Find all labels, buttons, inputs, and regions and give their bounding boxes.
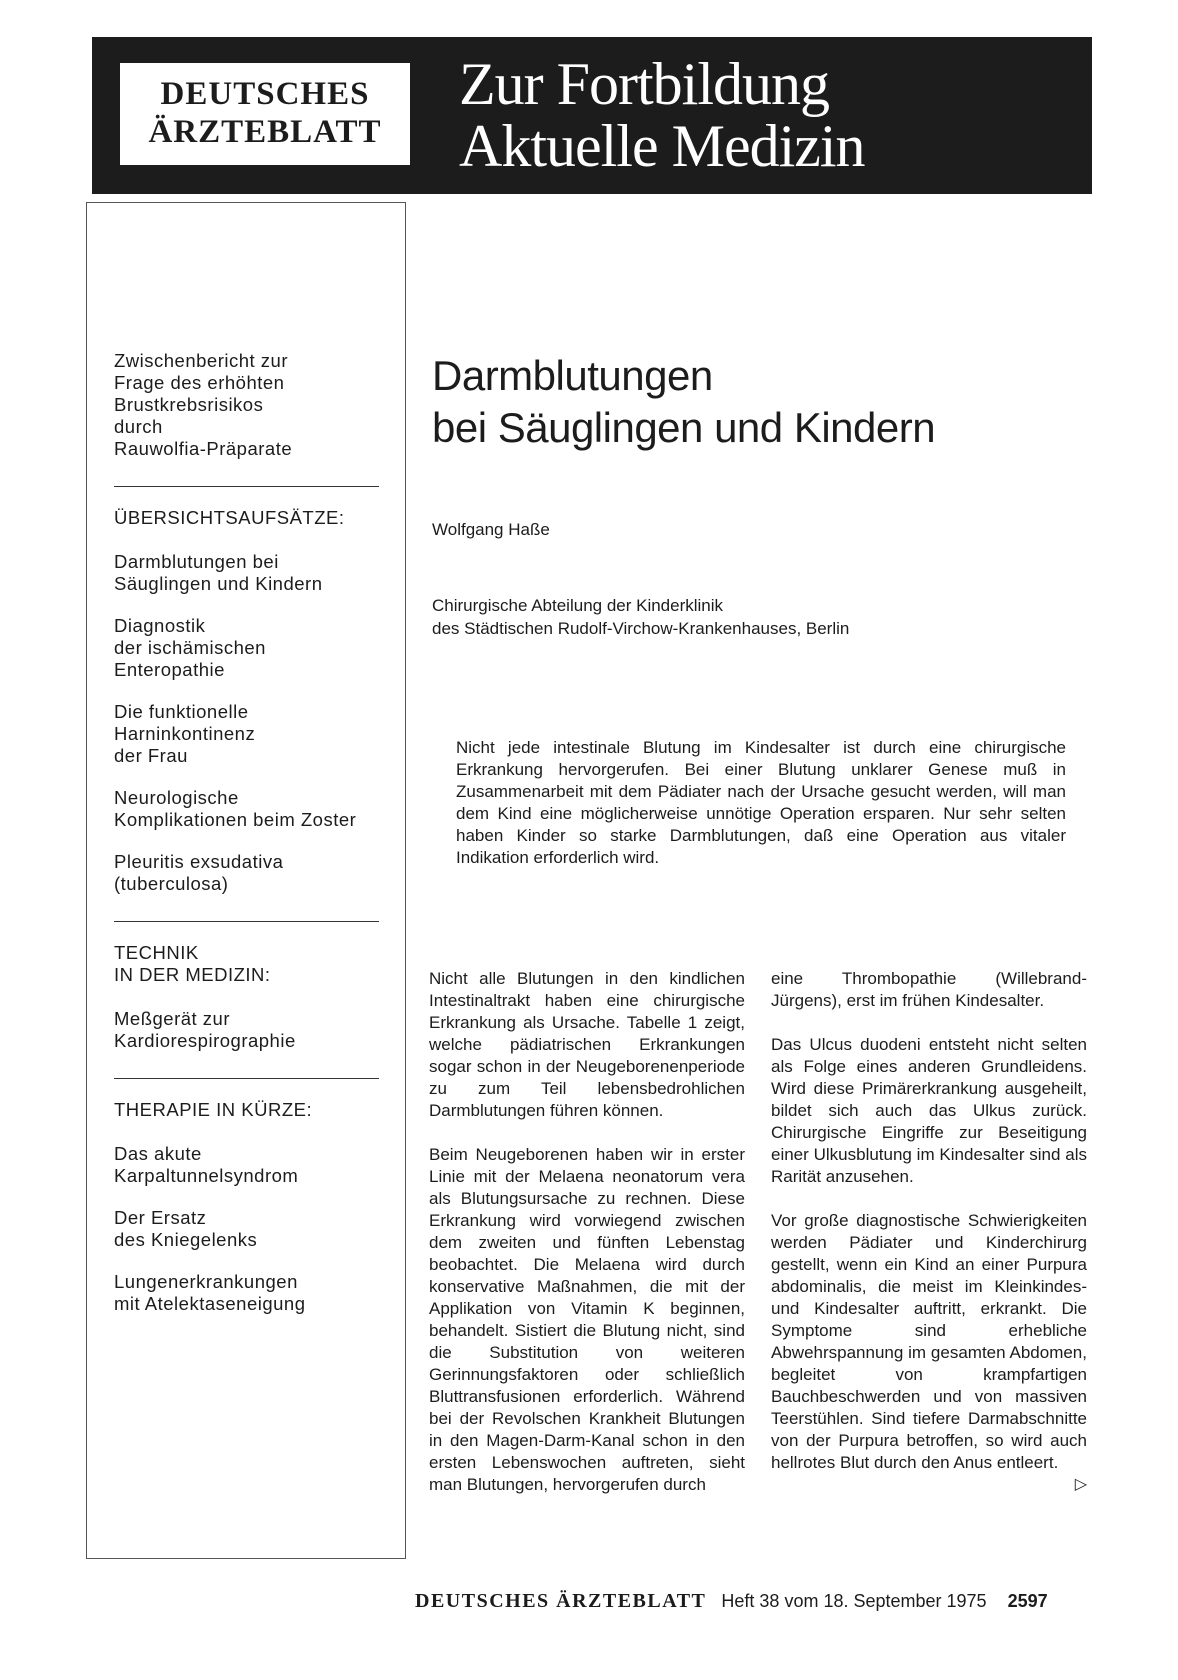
sidebar-item: Der Ersatz des Kniegelenks bbox=[114, 1207, 258, 1250]
article-title bbox=[432, 350, 935, 454]
sidebar-item: Das akute Karpaltunnelsyndrom bbox=[114, 1143, 299, 1186]
sidebar-item: Darmblutungen bei Säuglingen und Kindern bbox=[114, 551, 323, 594]
logo-line-1: DEUTSCHES bbox=[160, 76, 370, 112]
footer-journal: DEUTSCHES ÄRZTEBLATT bbox=[415, 1590, 707, 1612]
continue-arrow-icon: ▷ bbox=[1074, 1476, 1087, 1493]
sidebar-heading: TECHNIK IN DER MEDIZIN: bbox=[114, 942, 271, 985]
body-column-2 bbox=[771, 968, 1087, 1496]
body-paragraph: eine Thrombopathie (Willebrand-Jürgens), erst im frühen Kindesalter. bbox=[771, 969, 1087, 1010]
footer-issue: Heft 38 vom 18. September 1975 bbox=[721, 1591, 987, 1611]
article-title-line-2: bei Säuglingen und Kindern bbox=[432, 404, 936, 451]
body-column-1 bbox=[429, 968, 745, 1518]
journal-logo bbox=[120, 63, 410, 165]
body-paragraph: Vor große diagnostische Schwierigkeiten werden Pädiater und Kinderchirurg gestellt, wenn ein Kind an einer Purpura abdominalis, die meist im Kleinkindes- und Kindesalter auftritt, erkrankt. Die Symptome sind erhebliche Abwehrspannung im gesamten Abdomen, begleitet von krampfartigen Bauchbeschwerden und von massiven Teerstühlen. Sind tiefere Darmabschnitte von der Purpura betroffen, so wird auch hellrotes Blut durch den Anus entleert. bbox=[771, 1211, 1087, 1472]
article-abstract: Nicht jede intestinale Blutung im Kindesalter ist durch eine chirurgische Erkrankung hervorgerufen. Bei einer Blutung unklarer Genese muß in Zusammenarbeit mit dem Pädiater nach der Ursache gesucht werden, will man dem Kind eine möglicherweise unnötige Operation ersparen. Nur sehr selten haben Kinder so starke Darmblutungen, daß eine Operation aus vitaler Indikation erforderlich wird. bbox=[456, 738, 1066, 867]
masthead bbox=[92, 37, 1092, 194]
affiliation-line-1: Chirurgische Abteilung der Kinderklinik bbox=[432, 596, 724, 615]
sidebar-item: Diagnostik der ischämischen Enteropathie bbox=[114, 615, 266, 680]
sidebar-divider bbox=[114, 1078, 379, 1079]
sidebar-item: Neurologische Komplikationen beim Zoster bbox=[114, 787, 357, 830]
sidebar-divider bbox=[114, 486, 379, 487]
sidebar-contents bbox=[114, 350, 392, 1335]
author-affiliation bbox=[432, 594, 849, 640]
sidebar-item: Lungenerkrankungen mit Atelektaseneigung bbox=[114, 1271, 306, 1314]
sidebar-intro: Zwischenbericht zur Frage des erhöhten Brustkrebsrisikos durch Rauwolfia-Präparate bbox=[114, 350, 293, 459]
body-paragraph: Das Ulcus duodeni entsteht nicht selten als Folge eines anderen Grundleidens. Wird diese Primärerkrankung ausgeheilt, bildet sich auch das Ulkus zurück. Chirurgische Eingriffe zur Beseitigung einer Ulkusblutung im Kindesalter sind als Rarität anzusehen. bbox=[771, 1035, 1087, 1186]
affiliation-line-2: des Städtischen Rudolf-Virchow-Krankenhauses, Berlin bbox=[432, 619, 850, 638]
sidebar-item: Die funktionelle Harninkontinenz der Frau bbox=[114, 701, 256, 766]
section-title bbox=[459, 53, 865, 177]
sidebar-heading: THERAPIE IN KÜRZE: bbox=[114, 1099, 313, 1120]
logo-line-2: ÄRZTEBLATT bbox=[148, 114, 382, 150]
page-footer bbox=[415, 1590, 1095, 1613]
section-title-line-1: Zur Fortbildung bbox=[459, 51, 829, 117]
body-paragraph: Nicht alle Blutungen in den kindlichen Intestinaltrakt haben eine chirurgische Erkrankung als Ursache. Tabelle 1 zeigt, welche pädiatrischen Erkrankungen sogar schon in der Neugeborenenperiode zu zum Teil lebensbedrohlichen Darmblutungen führen können. bbox=[429, 969, 745, 1120]
sidebar-item: Pleuritis exsudativa (tuberculosa) bbox=[114, 851, 284, 894]
article-title-line-1: Darmblutungen bbox=[432, 352, 713, 399]
section-title-line-2: Aktuelle Medizin bbox=[459, 113, 865, 179]
article-author: Wolfgang Haße bbox=[432, 520, 550, 539]
sidebar-heading: ÜBERSICHTSAUFSÄTZE: bbox=[114, 507, 345, 528]
sidebar-divider bbox=[114, 921, 379, 922]
body-paragraph: Beim Neugeborenen haben wir in erster Linie mit der Melaena neonatorum vera als Blutungsursache zu rechnen. Diese Erkrankung wird vorwiegend zwischen dem zweiten und fünften Lebenstag beobachtet. Die Melaena wird durch konservative Maßnahmen, die mit der Applikation von Vitamin K beginnen, behandelt. Sistiert die Blutung nicht, sind die Substitution von weiteren Gerinnungsfaktoren oder schließlich Bluttransfusionen erforderlich. Während bei der Revolschen Krankheit Blutungen in den Magen-Darm-Kanal schon in den ersten Lebenswochen auftreten, sieht man Blutungen, hervorgerufen durch bbox=[429, 1145, 745, 1494]
page-number: 2597 bbox=[1007, 1591, 1048, 1611]
sidebar-item: Meßgerät zur Kardiorespirographie bbox=[114, 1008, 296, 1051]
